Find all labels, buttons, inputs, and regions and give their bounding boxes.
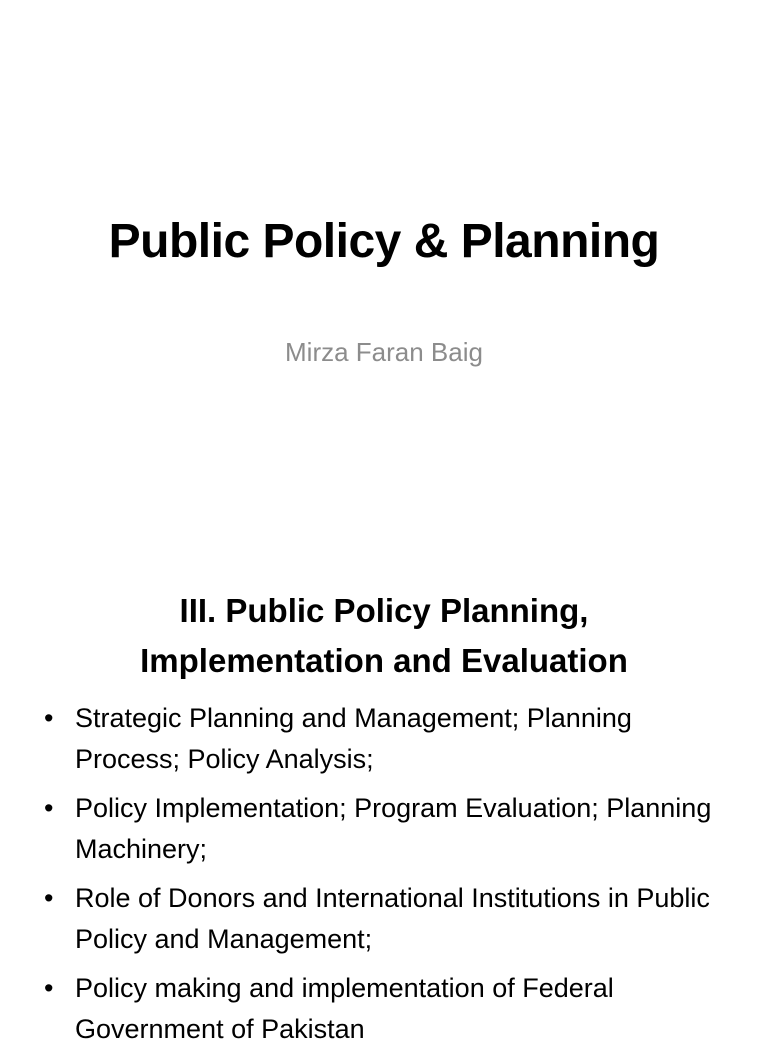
topic-list — [44, 698, 734, 1058]
list-item-text: Policy Implementation; Program Evaluation; Planning Machinery; — [75, 793, 712, 864]
content-slide — [0, 512, 768, 1044]
list-item-text: Role of Donors and International Institutions in Public Policy and Management; — [75, 883, 710, 954]
list-item — [44, 968, 734, 1050]
section-title — [0, 586, 768, 686]
list-item — [44, 788, 734, 870]
list-item — [44, 878, 734, 960]
title-slide — [0, 0, 768, 512]
bullet-icon: • — [44, 883, 54, 913]
author-name: Mirza Faran Baig — [285, 337, 483, 367]
section-title-line-1: III. Public Policy Planning, — [179, 592, 589, 629]
presentation-title: Public Policy & Planning — [108, 215, 660, 268]
list-item — [44, 698, 734, 780]
bullet-icon: • — [44, 793, 54, 823]
bullet-icon: • — [44, 703, 54, 733]
section-title-line-2: Implementation and Evaluation — [140, 642, 628, 679]
bullet-icon: • — [44, 973, 54, 1003]
list-item-text: Policy making and implementation of Federal Government of Pakistan — [75, 973, 614, 1044]
list-item-text: Strategic Planning and Management; Planning Process; Policy Analysis; — [75, 703, 632, 774]
